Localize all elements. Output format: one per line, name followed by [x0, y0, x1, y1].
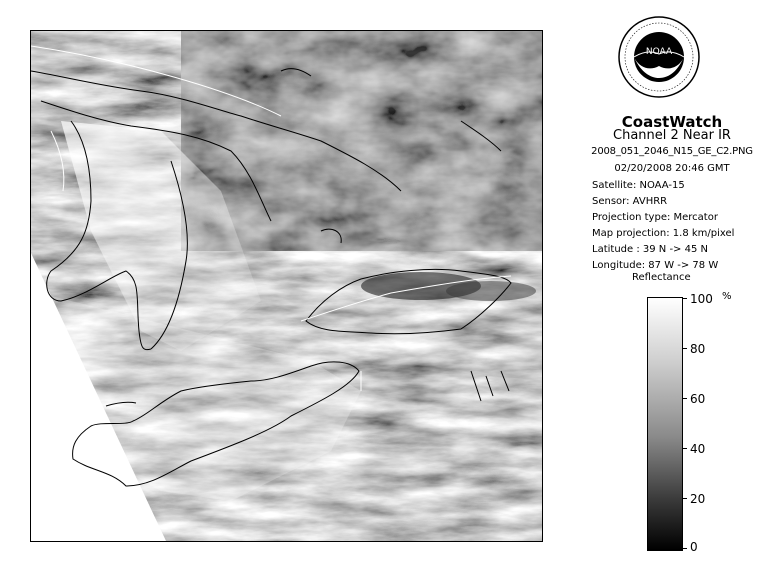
satellite-image: [31, 31, 542, 541]
filename-label: 2008_051_2046_N15_GE_C2.PNG: [591, 146, 753, 157]
channel-label: Channel 2 Near IR: [613, 128, 731, 143]
colorbar-tick-label: 20: [690, 492, 706, 506]
colorbar-tick: [682, 298, 687, 299]
latitude-label: Latitude : 39 N -> 45 N: [592, 244, 708, 255]
colorbar-tick-label: 40: [690, 442, 706, 456]
colorbar-tick: [682, 498, 687, 499]
logo-text: NOAA: [645, 47, 673, 57]
longitude-label: Longitude: 87 W -> 78 W: [592, 260, 719, 271]
colorbar-tick: [682, 548, 687, 549]
colorbar-tick: [682, 448, 687, 449]
colorbar-tick-label: 60: [690, 392, 706, 406]
colorbar-tick: [682, 348, 687, 349]
satellite-label: Satellite: NOAA-15: [592, 180, 685, 191]
colorbar-unit: %: [722, 291, 732, 302]
colorbar-tick: [682, 398, 687, 399]
sensor-label: Sensor: AVHRR: [592, 196, 668, 207]
colorbar-title: Reflectance: [632, 272, 691, 283]
colorbar-tick-label: 0: [690, 540, 698, 554]
noaa-logo: [618, 16, 700, 98]
projection-type-label: Projection type: Mercator: [592, 212, 718, 223]
datetime-label: 02/20/2008 20:46 GMT: [614, 163, 730, 174]
map-projection-label: Map projection: 1.8 km/pixel: [592, 228, 735, 239]
satellite-image-panel[interactable]: [30, 30, 543, 542]
colorbar-tick-label: 100: [690, 292, 713, 306]
colorbar-tick-label: 80: [690, 342, 706, 356]
reflectance-colorbar: [647, 297, 683, 551]
brand-title: CoastWatch: [621, 113, 723, 131]
